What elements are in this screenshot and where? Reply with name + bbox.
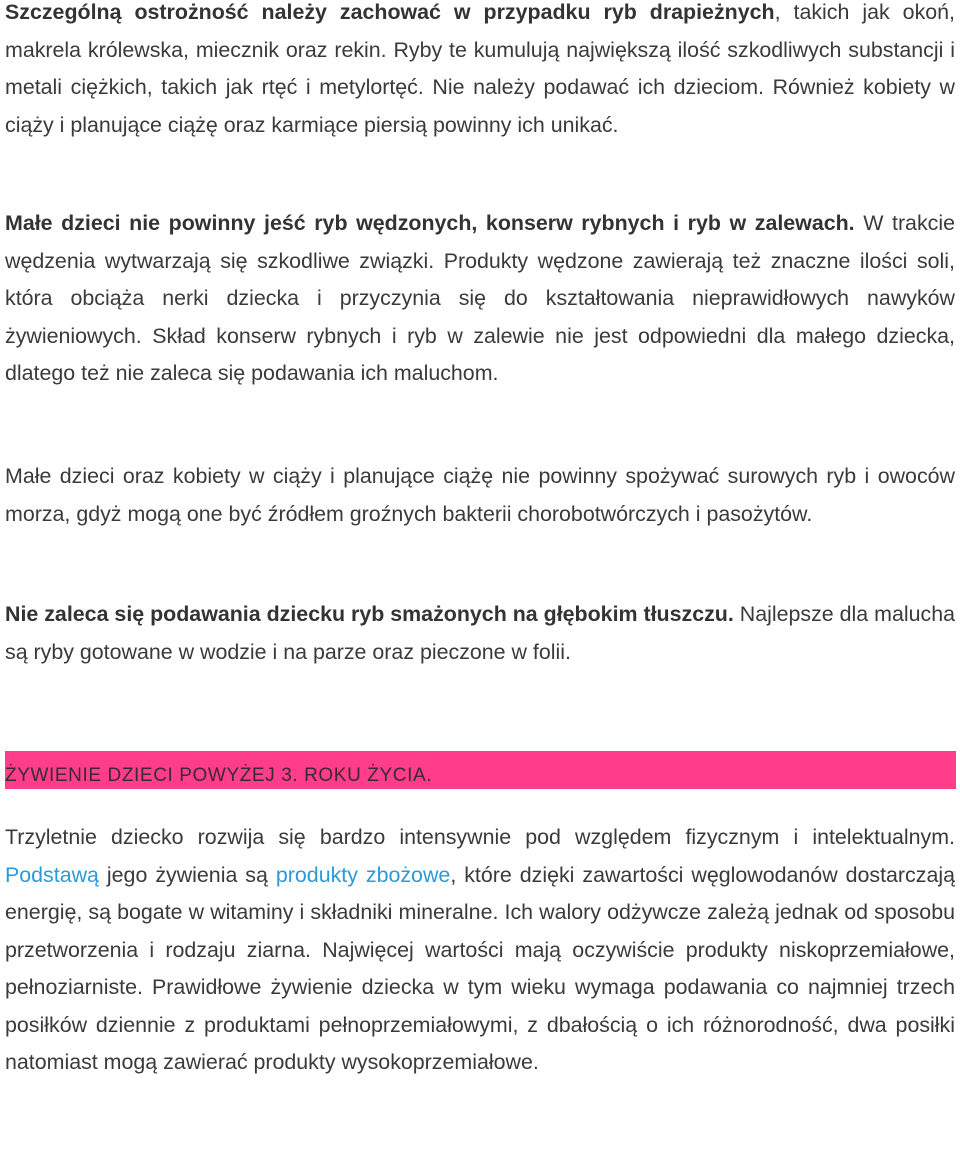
paragraph-bold-intro: Szczególną ostrożność należy zachować w przypadku ryb drapieżnych [5, 0, 775, 24]
paragraph-text: , które dzięki zawartości węglowodanów dostarczają energię, są bogate w witaminy i składniki mineralne. Ich walory odżywcze zależą jednak od sposobu przetworzenia i rodzaju ziarna. Najwięcej wartości mają oczywiście produkty niskoprzemiałowe, pełnoziarniste. Prawidłowe żywienie dziecka w tym wieku wymaga podawania co najmniej trzech posiłków dziennie z produktami pełnoprzemiałowymi, z dbałością o ich różnorodność, dwa posiłki natomiast mogą zawierać produkty wysokoprzemiałowe. [5, 862, 955, 1074]
paragraph-bold-intro: Małe dzieci nie powinny jeść ryb wędzonych, konserw rybnych i ryb w zalewach. [5, 211, 855, 235]
paragraph-text: Trzyletnie dziecko rozwija się bardzo intensywnie pod względem fizycznym i intelektualnym. [5, 825, 955, 849]
paragraph-text: jego żywienia są [98, 862, 276, 887]
paragraph-text: Najlepsze dla malucha są ryby gotowane w wodzie i na parze oraz pieczone w folii. [5, 602, 956, 664]
link-podstawa[interactable]: Podstawą [5, 862, 99, 887]
paragraph-smoked-fish [5, 205, 955, 393]
paragraph-raw-fish [5, 458, 955, 533]
link-produkty-zbozowe[interactable]: produkty zbożowe [275, 862, 451, 887]
paragraph-three-year-old [5, 819, 955, 1082]
section-heading: ŻYWIENIE DZIECI POWYŻEJ 3. ROKU ŻYCIA. [5, 765, 433, 786]
paragraph-fried-fish [5, 596, 955, 671]
paragraph-text: Małe dzieci oraz kobiety w ciąży i planujące ciążę nie powinny spożywać surowych ryb i owoców morza, gdyż mogą one być źródłem groźnych bakterii chorobotwórczych i pasożytów. [5, 464, 955, 526]
paragraph-text: , takich jak okoń, makrela królewska, miecznik oraz rekin. Ryby te kumulują największą ilość szkodliwych substancji i metali ciężkich, takich jak rtęć i metylortęć. Nie należy podawać ich dzieciom. Również kobiety w ciąży i planujące ciążę oraz karmiące piersią powinny ich unikać. [5, 0, 955, 137]
paragraph-text: W trakcie wędzenia wytwarzają się szkodliwe związki. Produkty wędzone zawierają też znaczne ilości soli, która obciąża nerki dziecka i przyczynia się do kształtowania nieprawidłowych nawyków żywieniowych. Skład konserw rybnych i ryb w zalewie nie jest odpowiedni dla małego dziecka, dlatego też nie zaleca się podawania ich maluchom. [5, 211, 955, 385]
paragraph-predatory-fish [5, 0, 955, 144]
paragraph-bold-intro: Nie zaleca się podawania dziecku ryb smażonych na głębokim tłuszczu. [5, 602, 734, 626]
